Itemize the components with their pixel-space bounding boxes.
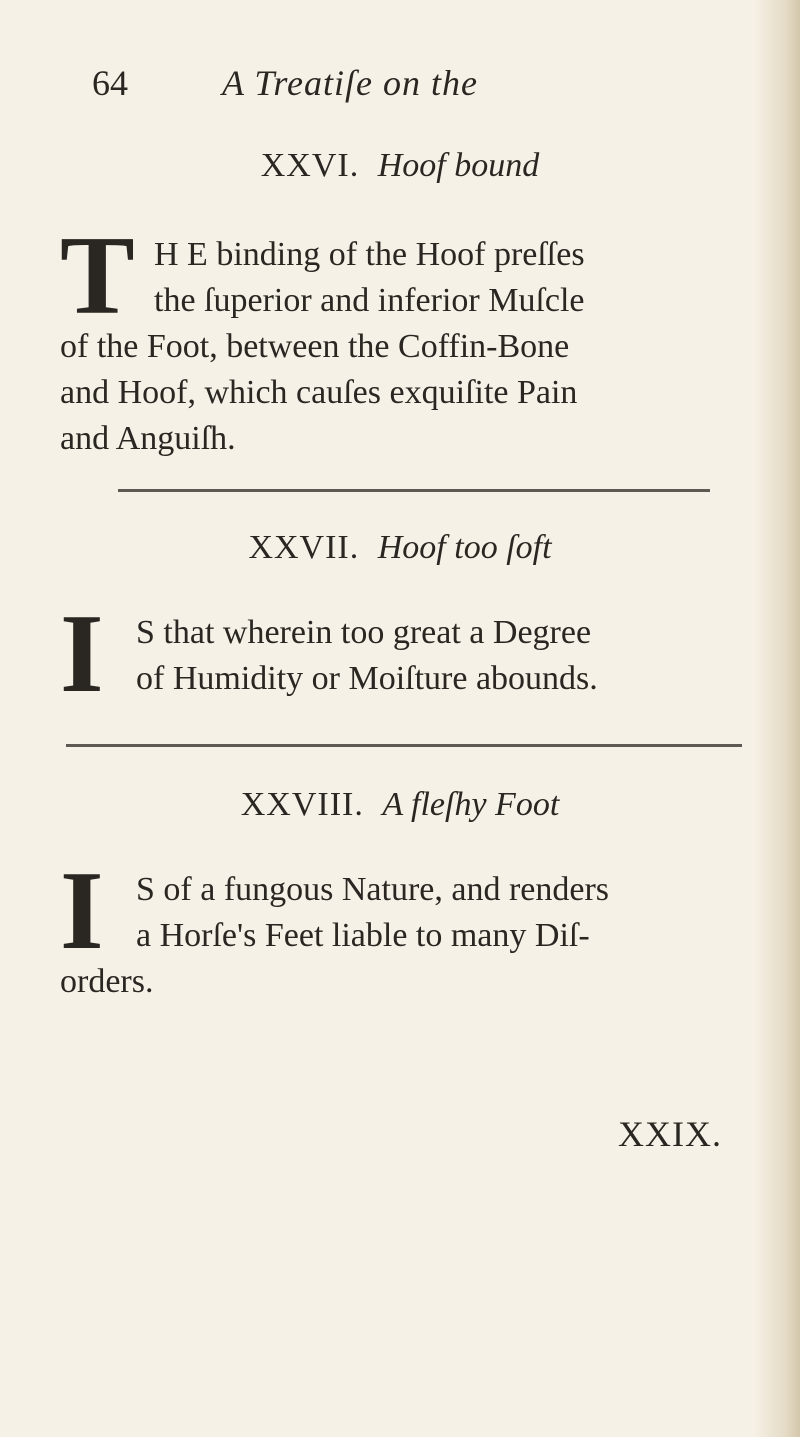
text-line: H E binding of the Hoof preſſes: [154, 236, 585, 273]
text-line: of Humidity or Moiſture abounds.: [136, 660, 598, 697]
drop-cap: T: [60, 214, 135, 338]
drop-cap: I: [60, 849, 104, 973]
section-title: A fleſhy Foot: [382, 786, 560, 823]
section-heading: [0, 147, 800, 185]
section-title: Hoof bound: [377, 147, 540, 184]
section-number: XXVIII.: [240, 786, 364, 823]
page-number: 64: [92, 63, 128, 103]
text-line: and Hoof, which cauſes exquiſite Pain: [60, 374, 578, 411]
section-divider: [118, 489, 710, 492]
text-line: orders.: [60, 963, 154, 1000]
text-line: and Anguiſh.: [60, 420, 236, 457]
drop-cap: I: [60, 592, 104, 716]
text-line: S that wherein too great a Degree: [136, 614, 592, 651]
running-title: A Treatiſe on the: [222, 63, 478, 103]
text-line: S of a fungous Nature, and renders: [136, 871, 610, 908]
section-title: Hoof too ſoft: [377, 529, 552, 566]
section-heading: [0, 529, 800, 567]
running-head: [92, 62, 652, 102]
section-number: XXVI.: [260, 147, 360, 184]
text-line: the ſuperior and inferior Muſcle: [154, 282, 585, 319]
page-edge-shadow: [754, 0, 800, 1437]
section-number: XXVII.: [248, 529, 360, 566]
text-line: a Horſe's Feet liable to many Diſ-: [136, 917, 590, 954]
section-divider: [66, 744, 742, 747]
section-heading: [0, 786, 800, 824]
catchword: XXIX.: [618, 1114, 722, 1154]
text-line: of the Foot, between the Coffin-Bone: [60, 328, 570, 365]
